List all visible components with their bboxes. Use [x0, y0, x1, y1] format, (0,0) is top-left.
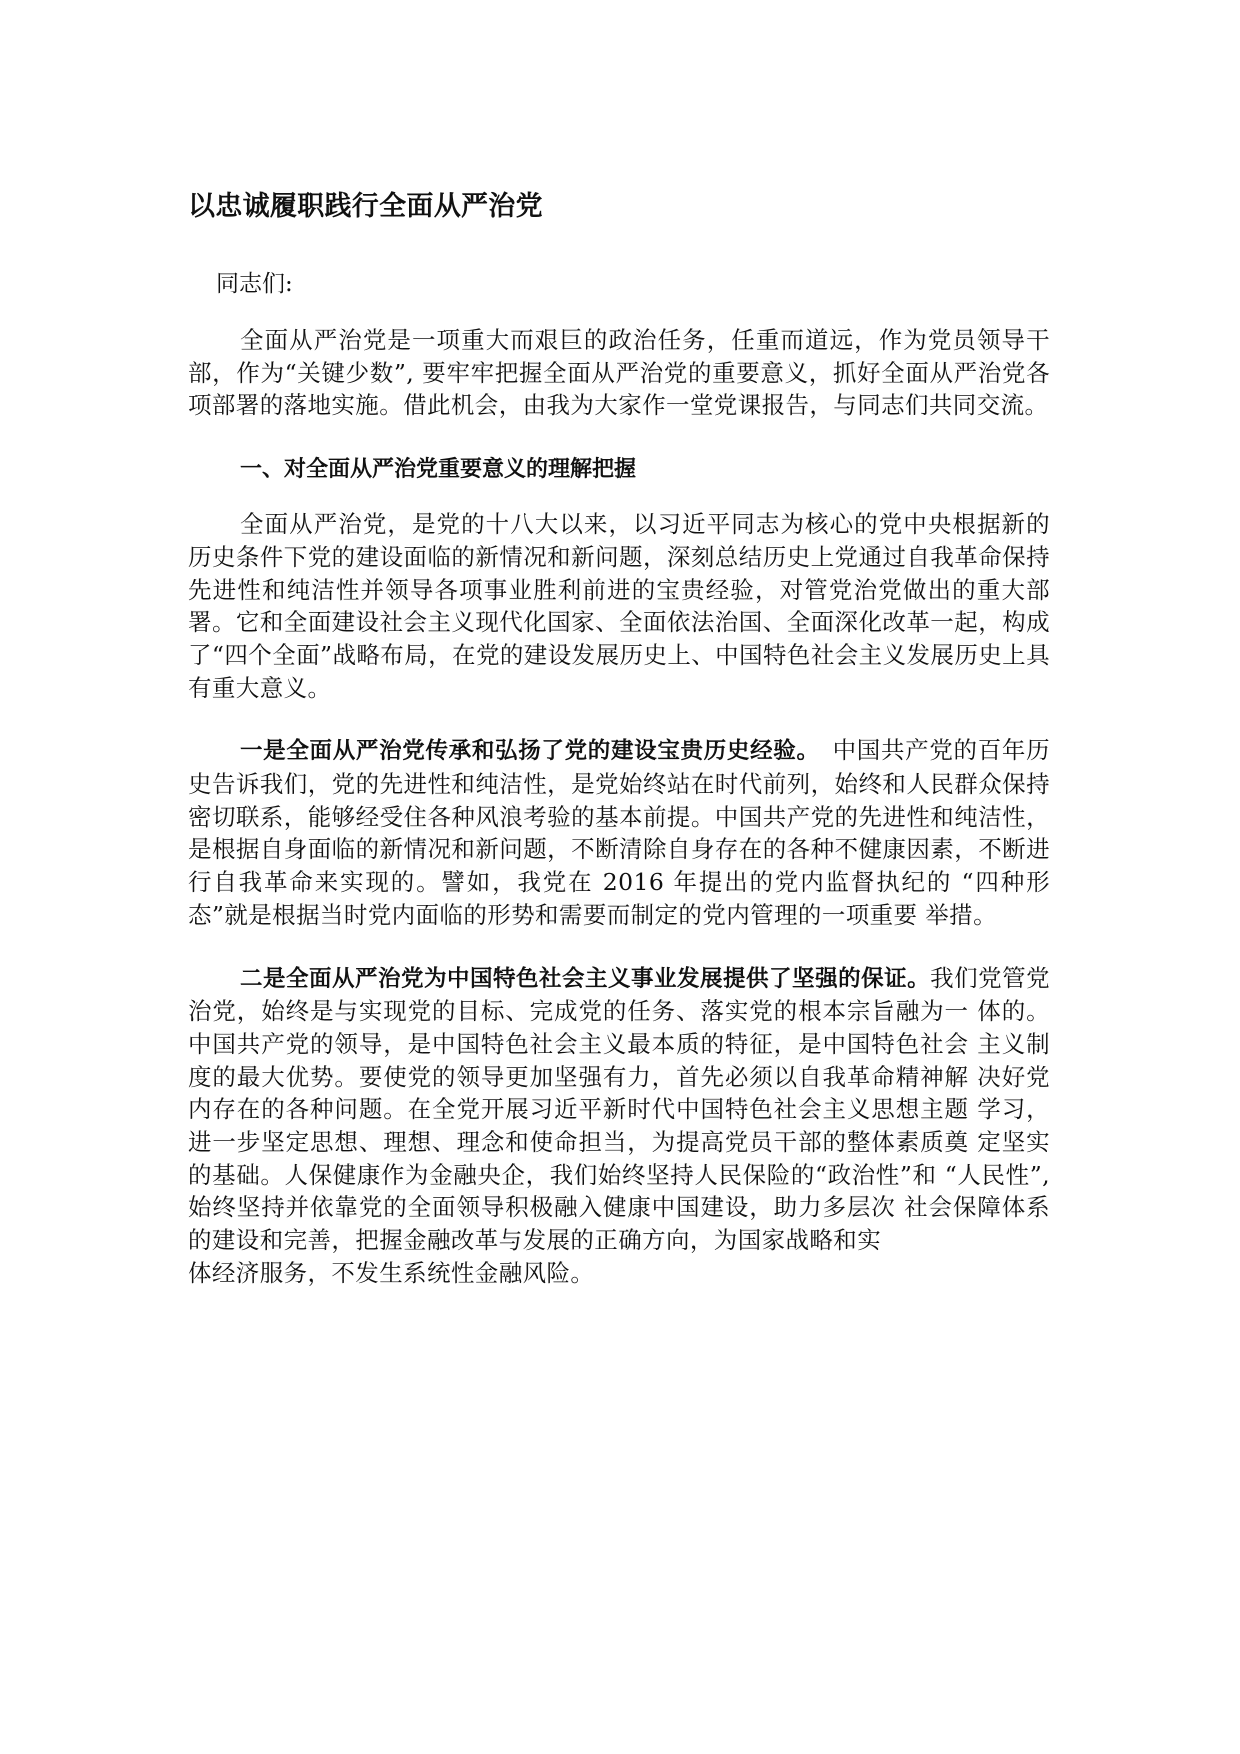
point-2-final-line: 体经济服务，不发生系统性金融风险。 [188, 1258, 595, 1287]
point-1-body: 中国共产党的百年历史告诉我们，党的先进性和纯洁性，是党始终站在时代前列，始终和人民群众保持密切联系，能够经受住各种风浪考验的基本前提。中国共产党的先进性和纯洁性，是根据自身面临的新情况和新问题，不断清除自身存在的各种不健康因素，不断进行自我革命来实现的。譬如，我党在 2016 年提出的党内监督执纪的 “四种形态”就是根据当时党内面临的形势和需要而制定的党内管理的一项重要 举措。 [188, 736, 1050, 929]
greeting: 同志们: [216, 271, 293, 297]
intro-paragraph: 全面从严治党是一项重大而艰巨的政治任务，任重而道远，作为党员领导干部，作为“关键少数”, 要牢牢把握全面从严治党的重要意义，抓好全面从严治党各项部署的落地实施。借此机会，由我为大家作一堂党课报告，与同志们共同交流。 [188, 326, 1050, 420]
point-2-paragraph [188, 962, 1050, 1257]
section-heading-1: 一、对全面从严治党重要意义的理解把握 [240, 457, 637, 483]
point-1-lead: 一是全面从严治党传承和弘扬了党的建设宝贵历史经验。 [240, 738, 809, 765]
section-1-paragraph: 全面从严治党，是党的十八大以来，以习近平同志为核心的党中央根据新的历史条件下党的建设面临的新情况和新问题，深刻总结历史上党通过自我革命保持先进性和纯洁性并领导各项事业胜利前进的宝贵经验，对管党治党做出的重大部署。它和全面建设社会主义现代化国家、全面依法治国、全面深化改革一起，构成了“四个全面”战略布局，在党的建设发展历史上、中国特色社会主义发展历史上具有重大意义。 [188, 510, 1050, 702]
document-title: 以忠诚履职践行全面从严治党 [188, 191, 543, 222]
point-2-body: 我们党管党治党，始终是与实现党的目标、完成党的任务、落实党的根本宗旨融为一 体的。中国共产党的领导，是中国特色社会主义最本质的特征，是中国特色社会 主义制度的最大优势。要使党的领导更加坚强有力，首先必须以自我革命精神解 决好党内存在的各种问题。在全党开展习近平新时代中国特色社会主义思想主题 学习，进一步坚定思想、理想、理念和使命担当，为提高党员干部的整体素质奠 定坚实的基础。人保健康作为金融央企，我们始终坚持人民保险的“政治性”和 “人民性”, 始终坚持并依靠党的全面领导积极融入健康中国建设，助力多层次 社会保障体系的建设和完善，把握金融改革与发展的正确方向，为国家战略和实 [188, 963, 1050, 1255]
point-2-lead: 二是全面从严治党为中国特色社会主义事业发展提供了坚强的保证。 [240, 965, 931, 992]
document-body [188, 188, 1050, 1290]
point-1-paragraph [188, 734, 1050, 931]
